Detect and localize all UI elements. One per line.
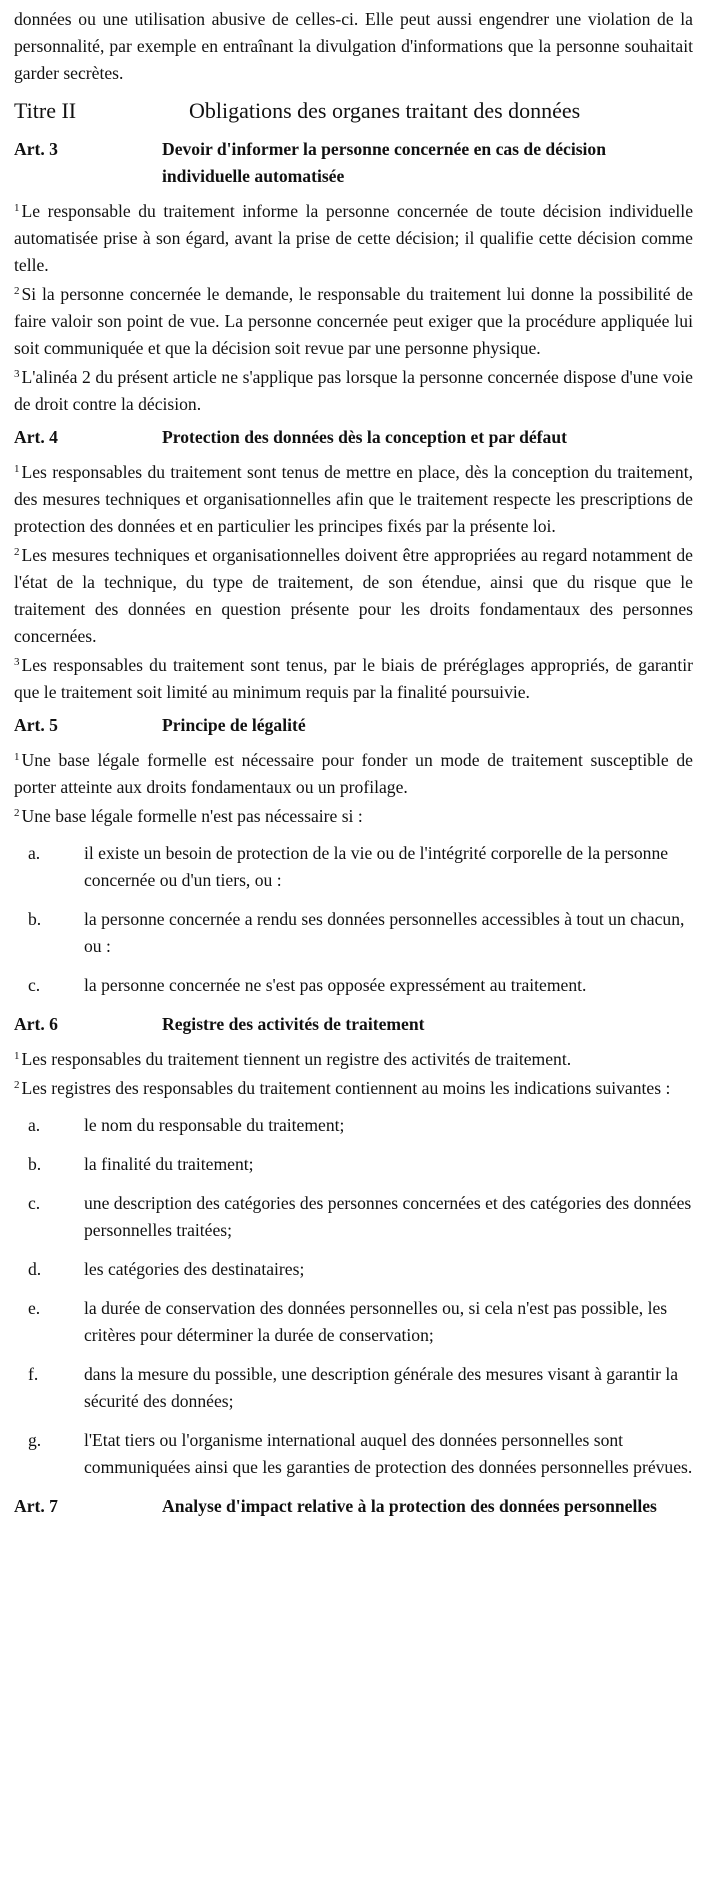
list-item-letter: c. (28, 975, 41, 995)
article-paragraph (14, 364, 693, 418)
enumeration-list (14, 1112, 693, 1481)
article-title: Analyse d'impact relative à la protection des données personnelles (162, 1496, 657, 1516)
list-item-text: la finalité du traitement; (84, 1154, 254, 1174)
article-number: Art. 5 (14, 715, 58, 735)
article-paragraph (14, 1046, 693, 1073)
paragraph-number: 3 (14, 368, 20, 380)
section-heading (14, 96, 693, 126)
list-item-text: une description des catégories des personnes concernées et des catégories des données personnelles traitées; (84, 1193, 692, 1240)
article-number: Art. 7 (14, 1496, 58, 1516)
paragraph-text: Les responsables du traitement sont tenus, par le biais de préréglages appropriés, de garantir que le traitement soit limité au minimum requis par la finalité poursuivie. (14, 655, 693, 702)
article-title: Registre des activités de traitement (162, 1014, 425, 1034)
article-5 (14, 712, 693, 999)
list-item-letter: g. (28, 1430, 42, 1450)
article-7 (14, 1493, 693, 1520)
article-heading (14, 1011, 693, 1038)
article-heading (14, 1493, 693, 1520)
enumeration-list (14, 840, 693, 999)
list-item (14, 1295, 693, 1349)
paragraph-text: Si la personne concernée le demande, le responsable du traitement lui donne la possibilité de faire valoir son point de vue. La personne concernée peut exiger que la procédure appliquée lui soit communiquée et que la décision soit revue par une personne physique. (14, 284, 693, 358)
list-item-letter: a. (28, 843, 41, 863)
intro-paragraph: données ou une utilisation abusive de celles-ci. Elle peut aussi engendrer une violation de la personnalité, par exemple en entraînant la divulgation d'informations que la personne souhaitait garder secrètes. (14, 9, 693, 83)
list-item-text: dans la mesure du possible, une description générale des mesures visant à garantir la sécurité des données; (84, 1364, 679, 1411)
list-item-letter: d. (28, 1259, 42, 1279)
list-item-letter: b. (28, 1154, 42, 1174)
list-item-text: le nom du responsable du traitement; (84, 1115, 345, 1135)
article-paragraph (14, 281, 693, 362)
list-item-text: les catégories des destinataires; (84, 1259, 305, 1279)
article-paragraph (14, 747, 693, 801)
article-number: Art. 4 (14, 427, 58, 447)
article-paragraph (14, 1075, 693, 1102)
paragraph-text: Les responsables du traitement tiennent un registre des activités de traitement. (21, 1049, 572, 1069)
article-number: Art. 6 (14, 1014, 58, 1034)
paragraph-number: 2 (14, 546, 20, 558)
paragraph-number: 2 (14, 285, 20, 297)
paragraph-number: 1 (14, 202, 20, 214)
list-item-letter: a. (28, 1115, 41, 1135)
list-item-text: la durée de conservation des données personnelles ou, si cela n'est pas possible, les critères pour déterminer la durée de conservation; (84, 1298, 668, 1345)
list-item (14, 1112, 693, 1139)
list-item (14, 972, 693, 999)
list-item-text: la personne concernée ne s'est pas opposée expressément au traitement. (84, 975, 587, 995)
section-title: Obligations des organes traitant des données (189, 98, 581, 123)
list-item-letter: b. (28, 909, 42, 929)
paragraph-number: 1 (14, 463, 20, 475)
article-4 (14, 424, 693, 706)
article-paragraph (14, 652, 693, 706)
paragraph-number: 2 (14, 807, 20, 819)
section-number: Titre II (14, 98, 77, 123)
list-item (14, 906, 693, 960)
list-item-letter: f. (28, 1364, 39, 1384)
list-item (14, 1151, 693, 1178)
article-heading (14, 136, 693, 190)
list-item (14, 840, 693, 894)
article-number: Art. 3 (14, 139, 58, 159)
list-item (14, 1190, 693, 1244)
article-title: Devoir d'informer la personne concernée en cas de décision individuelle automatisée (162, 139, 607, 186)
paragraph-text: Les responsables du traitement sont tenus de mettre en place, dès la conception du traitement, des mesures techniques et organisationnelles afin que le traitement respecte les prescriptions de protection des données et en particulier les principes fixés par la présente loi. (14, 462, 693, 536)
paragraph-number: 2 (14, 1079, 20, 1091)
paragraph-text: Une base légale formelle n'est pas nécessaire si : (21, 806, 363, 826)
list-item (14, 1427, 693, 1481)
article-3 (14, 136, 693, 418)
list-item-letter: c. (28, 1193, 41, 1213)
paragraph-text: Les mesures techniques et organisationnelles doivent être appropriées au regard notamment de l'état de la technique, du type de traitement, de son étendue, ainsi que du risque que le traitement des données en question présente pour les droits fondamentaux des personnes concernées. (14, 545, 693, 646)
list-item (14, 1256, 693, 1283)
article-paragraph (14, 459, 693, 540)
article-title: Protection des données dès la conception et par défaut (162, 427, 567, 447)
paragraph-text: L'alinéa 2 du présent article ne s'applique pas lorsque la personne concernée dispose d'une voie de droit contre la décision. (14, 367, 693, 414)
paragraph-text: Le responsable du traitement informe la personne concernée de toute décision individuelle automatisée prise à son égard, avant la prise de cette décision; il qualifie cette décision comme telle. (14, 201, 693, 275)
paragraph-text: Une base légale formelle est nécessaire pour fonder un mode de traitement susceptible de porter atteinte aux droits fondamentaux ou un profilage. (14, 750, 693, 797)
list-item-text: la personne concernée a rendu ses données personnelles accessibles à tout un chacun, ou : (84, 909, 685, 956)
list-item (14, 1361, 693, 1415)
article-paragraph (14, 542, 693, 650)
article-heading (14, 424, 693, 451)
article-paragraph (14, 198, 693, 279)
list-item-text: il existe un besoin de protection de la vie ou de l'intégrité corporelle de la personne concernée ou d'un tiers, ou : (84, 843, 669, 890)
paragraph-number: 1 (14, 751, 20, 763)
list-item-letter: e. (28, 1298, 41, 1318)
paragraph-number: 3 (14, 656, 20, 668)
article-6 (14, 1011, 693, 1481)
article-heading (14, 712, 693, 739)
list-item-text: l'Etat tiers ou l'organisme international auquel des données personnelles sont communiquées ainsi que les garanties de protection des données personnelles prévues. (84, 1430, 693, 1477)
article-paragraph (14, 803, 693, 830)
article-title: Principe de légalité (162, 715, 306, 735)
paragraph-text: Les registres des responsables du traitement contiennent au moins les indications suivantes : (21, 1078, 671, 1098)
paragraph-number: 1 (14, 1050, 20, 1062)
